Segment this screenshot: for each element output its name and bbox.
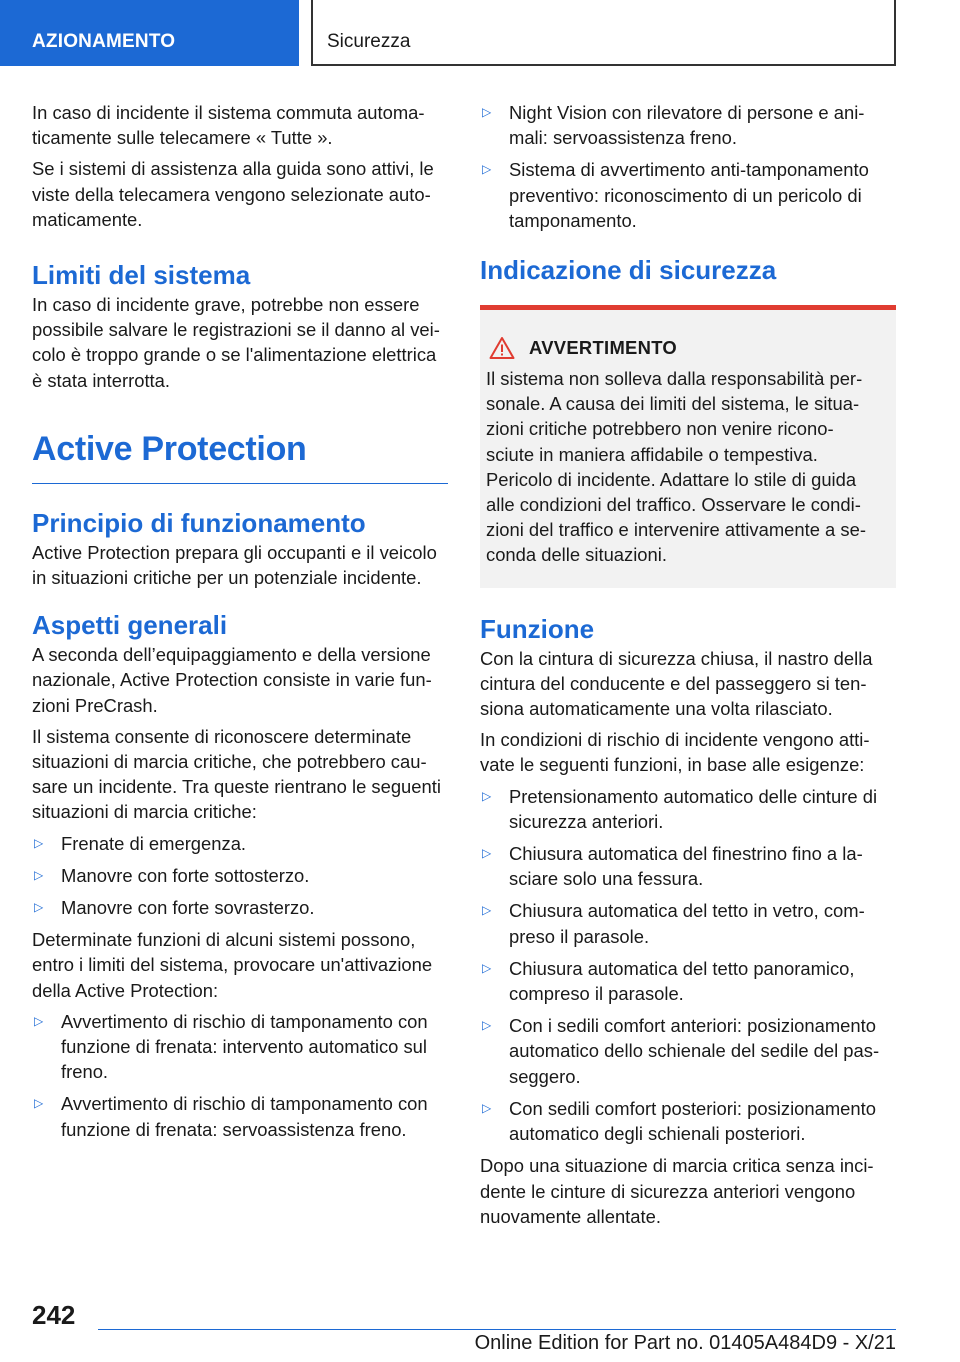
paragraph: In condizioni di rischio di incidente vengono attivate le seguenti funzioni, in base alle esigenze: bbox=[480, 729, 870, 776]
list-item: ▷ Chiusura automatica del tetto in vetro, compreso il parasole. bbox=[482, 900, 865, 947]
list-item: ▷ Avvertimento di rischio di tamponamento con funzione di frenata: intervento automatico sul freno. bbox=[34, 1010, 428, 1083]
section-tab: AZIONAMENTO bbox=[0, 0, 299, 66]
paragraph: Con la cintura di sicurezza chiusa, il nastro della cintura del conducente e del passeggero si tensiona automaticamente una volta rilasciato. bbox=[480, 647, 873, 720]
triangle-bullet-icon: ▷ bbox=[482, 788, 492, 803]
heading-aspetti-generali: Aspetti generali bbox=[32, 610, 228, 641]
list-item: ▷ Sistema di avvertimento anti-tamponamento preventivo: riconoscimento di un pericolo di tamponamento. bbox=[482, 159, 869, 231]
paragraph: Dopo una situazione di marcia critica senza incidente le cinture di sicurezza anteriori vengono nuovamente allentate. bbox=[480, 1155, 874, 1227]
paragraph: Determinate funzioni di alcuni sistemi possono, entro i limiti del sistema, provocare un'attivazione della Active Protection: bbox=[32, 929, 433, 1001]
heading-limiti-sistema: Limiti del sistema bbox=[32, 260, 251, 291]
triangle-bullet-icon: ▷ bbox=[34, 1013, 44, 1028]
list-item: ▷ Avvertimento di rischio di tamponamento con funzione di frenata: servoassistenza freno. bbox=[34, 1093, 428, 1140]
heading-active-protection: Active Protection bbox=[32, 429, 307, 468]
bullets-top-list bbox=[480, 100, 896, 233]
list-item: ▷ Chiusura automatica del finestrino fino a lasciare solo una fessura. bbox=[482, 843, 863, 890]
left-column bbox=[32, 100, 448, 1149]
paragraph: In caso di incidente grave, potrebbe non essere possibile salvare le registrazioni se il danno al veicolo è troppo grande o se l'alimentazione elettrica è stata interrotta. bbox=[32, 294, 440, 391]
heading-indicazione-sicurezza: Indicazione di sicurezza bbox=[480, 255, 777, 286]
triangle-bullet-icon: ▷ bbox=[482, 960, 492, 975]
triangle-bullet-icon: ▷ bbox=[482, 1018, 492, 1033]
list-item: ▷ Chiusura automatica del tetto panoramico, compreso il parasole. bbox=[482, 957, 855, 1005]
warning-box bbox=[480, 305, 896, 588]
funzioni-list bbox=[480, 784, 896, 1147]
warning-text: Il sistema non solleva dalla responsabilità personale. A causa dei limiti del sistema, le situazioni critiche potrebbero non venire riconosciute in maniera affidabile o tempestiva. Pericolo di incidente. Adattare lo stile di guida alle condizioni del traffico. Osservare le condizioni del traffico e intervenire attivamente a seconda delle situazioni. bbox=[486, 368, 866, 566]
list-item: ▷ Frenate di emergenza. bbox=[32, 831, 448, 856]
paragraph: In caso di incidente il sistema commuta automaticamente sulle telecamere « Tutte ». bbox=[32, 102, 425, 149]
paragraph: Active Protection prepara gli occupanti e il veicolo in situazioni critiche per un potenziale incidente. bbox=[32, 541, 437, 589]
triangle-bullet-icon: ▷ bbox=[34, 1096, 44, 1111]
chapter-title: Sicurezza bbox=[311, 0, 896, 66]
triangle-bullet-icon: ▷ bbox=[34, 835, 44, 850]
list-item: ▷ Manovre con forte sovrasterzo. bbox=[32, 895, 448, 920]
warning-title: AVVERTIMENTO bbox=[529, 337, 678, 359]
situazioni-list bbox=[32, 831, 448, 921]
triangle-bullet-icon: ▷ bbox=[482, 162, 492, 177]
heading-principio: Principio di funzionamento bbox=[32, 507, 366, 538]
list-item: ▷ Con i sedili comfort anteriori: posizionamento automatico dello schienale del sedile del passeggero. bbox=[482, 1015, 880, 1087]
paragraph: Se i sistemi di assistenza alla guida sono attivi, le viste della telecamera vengono selezionate automaticamente. bbox=[32, 158, 434, 230]
triangle-bullet-icon: ▷ bbox=[482, 1100, 492, 1115]
triangle-bullet-icon: ▷ bbox=[482, 105, 492, 119]
heading-rule bbox=[32, 483, 448, 484]
right-column bbox=[480, 100, 896, 1235]
list-item: ▷ Night Vision con rilevatore di persone e animali: servoassistenza freno. bbox=[482, 102, 865, 149]
attivazioni-list bbox=[32, 1009, 448, 1142]
page-header bbox=[0, 0, 960, 66]
heading-funzione: Funzione bbox=[480, 613, 595, 644]
warning-header bbox=[486, 336, 872, 360]
edition-label: Online Edition for Part no. 01405A484D9 - X/21 bbox=[474, 1332, 896, 1354]
list-item: ▷ Manovre con forte sottosterzo. bbox=[32, 863, 448, 888]
warning-triangle-icon bbox=[489, 336, 515, 360]
triangle-bullet-icon: ▷ bbox=[34, 900, 44, 915]
list-item: ▷ Con sedili comfort posteriori: posizionamento automatico degli schienali posteriori. bbox=[482, 1097, 876, 1145]
triangle-bullet-icon: ▷ bbox=[482, 846, 492, 861]
paragraph: A seconda dell’equipaggiamento e della versione nazionale, Active Protection consiste in varie funzioni PreCrash. bbox=[32, 644, 432, 716]
list-item: ▷ Pretensionamento automatico delle cinture di sicurezza anteriori. bbox=[482, 785, 878, 832]
triangle-bullet-icon: ▷ bbox=[482, 903, 492, 918]
page-number: 242 bbox=[32, 1300, 76, 1330]
paragraph: Il sistema consente di riconoscere determinate situazioni di marcia critiche, che potrebbero causare un incidente. Tra queste rientrano le seguenti situazioni di marcia critiche: bbox=[32, 725, 441, 823]
footer-rule bbox=[98, 1329, 896, 1330]
triangle-bullet-icon: ▷ bbox=[34, 867, 44, 882]
